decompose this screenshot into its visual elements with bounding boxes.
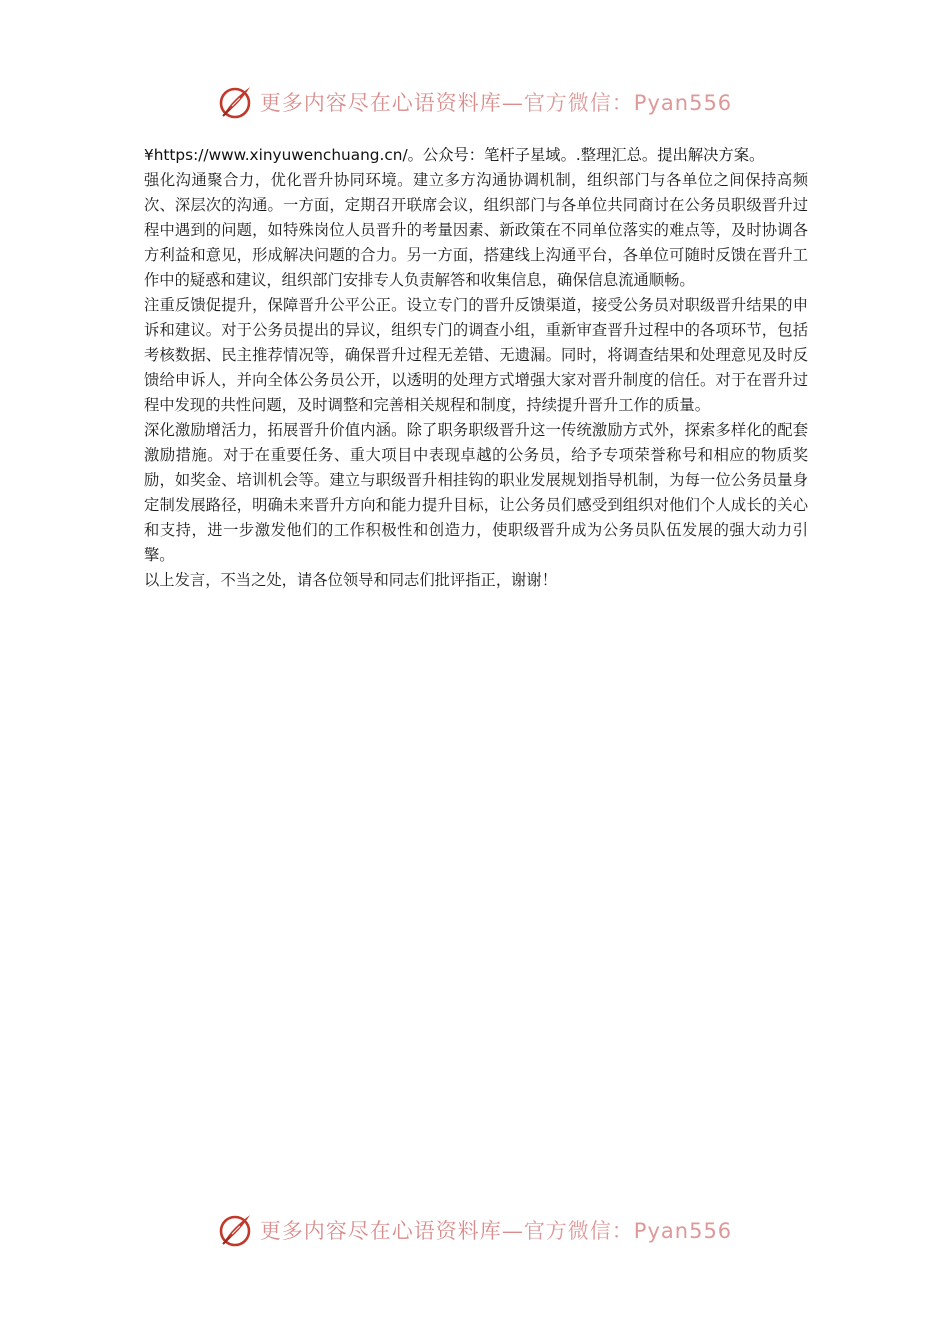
document-body <box>144 143 808 593</box>
quill-logo-icon <box>218 1212 254 1248</box>
footer-banner <box>0 1210 950 1250</box>
header-wechat-text: 官方微信：Pyan556 <box>523 91 733 115</box>
source-line: ¥https://www.xinyuwenchuang.cn/。公众号：笔杆子星域。.整理汇总。提出解决方案。 <box>144 146 765 164</box>
paragraph-closing: 以上发言，不当之处，请各位领导和同志们批评指正，谢谢！ <box>144 571 558 589</box>
paragraph-incentive: 深化激励增活力，拓展晋升价值内涵。除了职务职级晋升这一传统激励方式外，探索多样化的配套激励措施。对于在重要任务、重大项目中表现卓越的公务员，给予专项荣誉称号和相应的物质奖励，如奖金、培训机会等。建立与职级晋升相挂钩的职业发展规划指导机制，为每一位公务员量身定制发展路径，明确未来晋升方向和能力提升目标，让公务员们感受到组织对他们个人成长的关心和支持，进一步激发他们的工作积极性和创造力，使职级晋升成为公务员队伍发展的强大动力引擎。 <box>144 421 808 564</box>
header-dash: — <box>501 91 524 115</box>
footer-banner-text <box>260 1215 732 1245</box>
header-banner <box>0 82 950 122</box>
footer-dash: — <box>501 1219 524 1243</box>
footer-wechat-text: 官方微信：Pyan556 <box>523 1219 733 1243</box>
header-brand-text: 更多内容尽在心语资料库 <box>259 91 502 115</box>
quill-logo-icon <box>218 84 254 120</box>
footer-brand-text: 更多内容尽在心语资料库 <box>259 1219 502 1243</box>
paragraph-communication: 强化沟通聚合力，优化晋升协同环境。建立多方沟通协调机制，组织部门与各单位之间保持高频次、深层次的沟通。一方面，定期召开联席会议，组织部门与各单位共同商讨在公务员职级晋升过程中遇到的问题，如特殊岗位人员晋升的考量因素、新政策在不同单位落实的难点等，及时协调各方利益和意见，形成解决问题的合力。另一方面，搭建线上沟通平台，各单位可随时反馈在晋升工作中的疑惑和建议，组织部门安排专人负责解答和收集信息，确保信息流通顺畅。 <box>144 171 808 289</box>
header-banner-text <box>260 87 732 117</box>
paragraph-feedback: 注重反馈促提升，保障晋升公平公正。设立专门的晋升反馈渠道，接受公务员对职级晋升结果的申诉和建议。对于公务员提出的异议，组织专门的调查小组，重新审查晋升过程中的各项环节，包括考核数据、民主推荐情况等，确保晋升过程无差错、无遗漏。同时，将调查结果和处理意见及时反馈给申诉人，并向全体公务员公开，以透明的处理方式增强大家对晋升制度的信任。对于在晋升过程中发现的共性问题，及时调整和完善相关规程和制度，持续提升晋升工作的质量。 <box>144 296 808 414</box>
